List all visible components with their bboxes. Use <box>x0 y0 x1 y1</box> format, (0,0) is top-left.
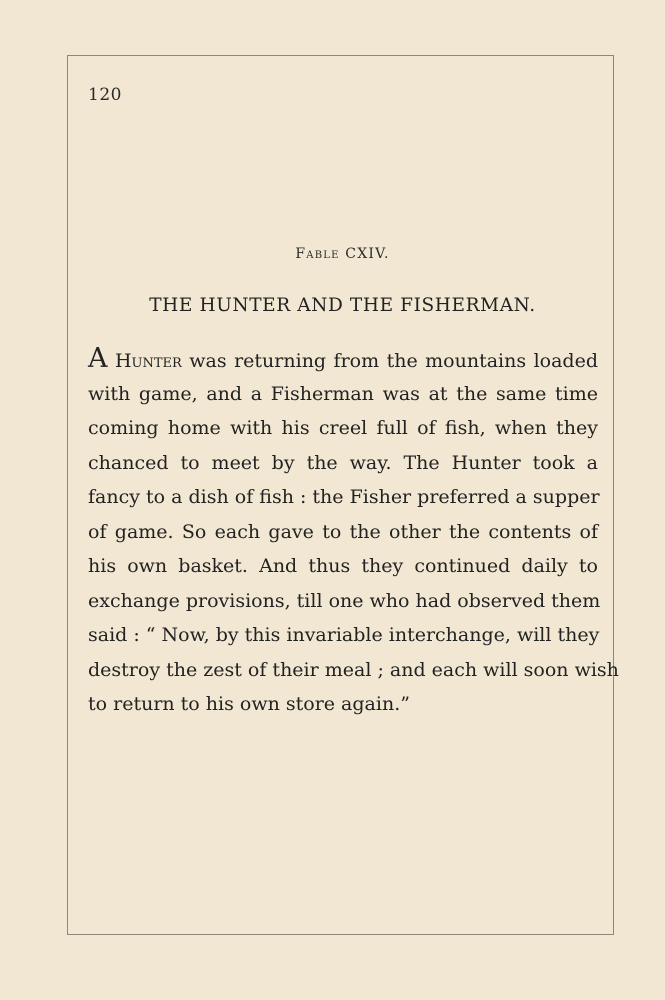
body-line: of game. So each gave to the other the contents of <box>88 520 598 543</box>
body-line: exchange provisions, till one who had observed them <box>88 589 601 612</box>
fable-body <box>88 342 619 722</box>
first-line-rest: was returning from the mountains loaded <box>189 350 598 372</box>
fable-title: THE HUNTER AND THE FISHERMAN. <box>149 295 536 316</box>
body-line-last: to return to his own store again.” <box>88 693 410 715</box>
body-line: said : “ Now, by this invariable interchange, will they <box>88 624 600 646</box>
body-line: his own basket. And thus they continued daily to <box>88 555 598 577</box>
first-word: Hunter <box>114 350 182 372</box>
body-line: chanced to meet by the way. The Hunter took a <box>88 451 598 474</box>
body-line: coming home with his creel full of fish, when they <box>88 417 598 439</box>
body-line: with game, and a Fisherman was at the same time <box>88 382 598 405</box>
fable-label-numeral: CXIV. <box>345 246 390 262</box>
drop-cap: A <box>88 343 108 374</box>
body-line: fancy to a dish of fish : the Fisher preferred a supper <box>88 486 600 508</box>
fable-label <box>0 246 665 262</box>
page-number: 120 <box>88 85 122 105</box>
body-line-1 <box>88 342 598 377</box>
fable-label-prefix: Fable <box>295 246 340 262</box>
body-line: destroy the zest of their meal ; and each will soon wish <box>88 658 619 681</box>
